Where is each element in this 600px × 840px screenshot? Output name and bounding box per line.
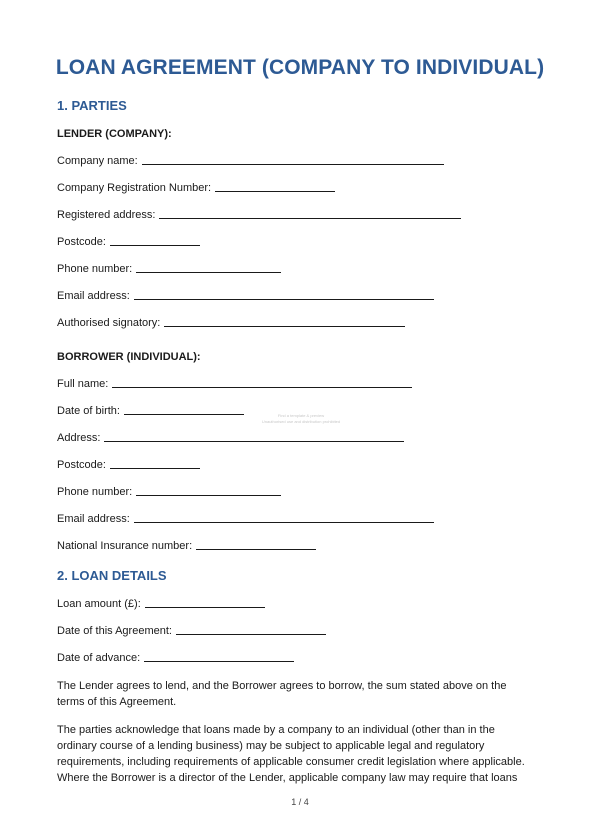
registered-address-field[interactable] <box>57 209 461 221</box>
field-label: Date of advance: <box>57 652 141 664</box>
blank-line[interactable] <box>215 182 335 192</box>
blank-line[interactable] <box>110 236 200 246</box>
date-of-agreement-field[interactable] <box>57 625 326 637</box>
lender-postcode-field[interactable] <box>57 236 200 248</box>
field-label: Email address: <box>57 513 130 525</box>
watermark-line: Find a template & preview <box>277 413 325 418</box>
watermark <box>246 413 356 425</box>
field-label: Email address: <box>57 290 130 302</box>
acknowledgement-paragraph: The parties acknowledge that loans made by a company to an individual (other than in the ordinary course of a lending business) may be subject to applicable legal and regulatory requirements, including requirements of applicable consumer credit legislation where applicable. Where the Borrower is a director of the Lender, applicable company law may require that loans <box>57 724 525 784</box>
borrower-heading: BORROWER (INDIVIDUAL): <box>57 351 201 363</box>
borrower-phone-number-field[interactable] <box>57 486 281 498</box>
field-label: Phone number: <box>57 263 133 275</box>
field-label: Company Registration Number: <box>57 182 212 194</box>
blank-line[interactable] <box>164 317 405 327</box>
blank-line[interactable] <box>196 540 316 550</box>
borrower-postcode-field[interactable] <box>57 459 200 471</box>
blank-line[interactable] <box>112 378 412 388</box>
date-of-birth-field[interactable] <box>57 405 244 417</box>
page-number: 1 / 4 <box>291 797 309 807</box>
field-label: Postcode: <box>57 459 106 471</box>
field-label: Loan amount (£): <box>57 598 141 610</box>
blank-line[interactable] <box>134 290 434 300</box>
lender-email-address-field[interactable] <box>57 290 434 302</box>
blank-line[interactable] <box>134 513 434 523</box>
blank-line[interactable] <box>136 263 281 273</box>
field-label: Phone number: <box>57 486 133 498</box>
field-label: Address: <box>57 432 101 444</box>
field-label: Company name: <box>57 155 138 167</box>
section-heading-parties: 1. PARTIES <box>57 98 127 113</box>
borrower-email-address-field[interactable] <box>57 513 434 525</box>
company-name-field[interactable] <box>57 155 444 167</box>
section-heading-loan-details: 2. LOAN DETAILS <box>57 568 167 583</box>
blank-line[interactable] <box>142 155 444 165</box>
blank-line[interactable] <box>136 486 281 496</box>
field-label: Full name: <box>57 378 109 390</box>
loan-amount-field[interactable] <box>57 598 265 610</box>
field-label: Date of birth: <box>57 405 120 417</box>
company-registration-number-field[interactable] <box>57 182 335 194</box>
field-label: Date of this Agreement: <box>57 625 172 637</box>
field-label: Authorised signatory: <box>57 317 161 329</box>
blank-line[interactable] <box>176 625 326 635</box>
date-of-advance-field[interactable] <box>57 652 294 664</box>
watermark-line: Unauthorised use and distribution prohibited <box>261 419 341 424</box>
national-insurance-number-field[interactable] <box>57 540 316 552</box>
document-title: LOAN AGREEMENT (COMPANY TO INDIVIDUAL) <box>55 56 545 79</box>
full-name-field[interactable] <box>57 378 412 390</box>
borrower-address-field[interactable] <box>57 432 404 444</box>
blank-line[interactable] <box>104 432 404 442</box>
lender-phone-number-field[interactable] <box>57 263 281 275</box>
blank-line[interactable] <box>110 459 200 469</box>
field-label: Postcode: <box>57 236 106 248</box>
blank-line[interactable] <box>124 405 244 415</box>
blank-line[interactable] <box>145 598 265 608</box>
loan-agreement-paragraph: The Lender agrees to lend, and the Borrower agrees to borrow, the sum stated above on the terms of this Agreement. <box>57 680 507 708</box>
blank-line[interactable] <box>144 652 294 662</box>
authorised-signatory-field[interactable] <box>57 317 405 329</box>
lender-heading: LENDER (COMPANY): <box>57 128 172 140</box>
field-label: Registered address: <box>57 209 156 221</box>
field-label: National Insurance number: <box>57 540 193 552</box>
blank-line[interactable] <box>159 209 461 219</box>
